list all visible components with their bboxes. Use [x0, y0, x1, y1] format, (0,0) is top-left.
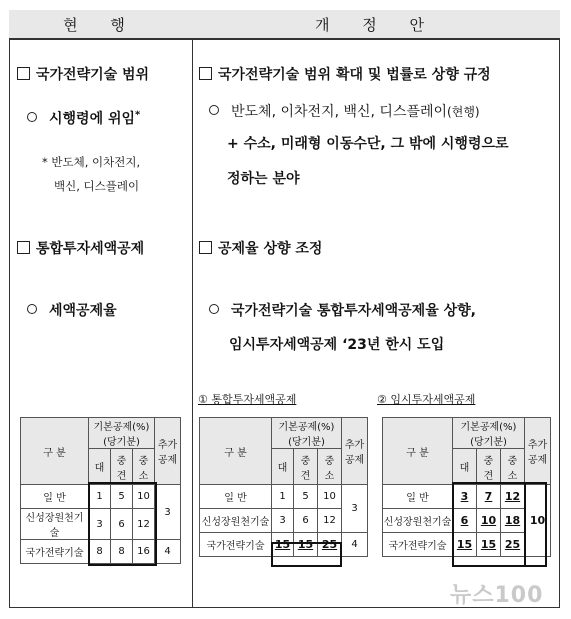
current-values-highlight [88, 482, 157, 566]
cell: 6 [453, 509, 477, 533]
proposed-section-1: 국가전략기술 범위 확대 및 법률로 상향 규정 [199, 64, 491, 84]
current-section-1-item: 시행령에 위임* [27, 108, 140, 128]
proposed-section-2: 공제율 상향 조정 [199, 238, 322, 258]
cell: 3 [89, 509, 111, 540]
header-basic: 기본공제(%) (당기분) [89, 418, 155, 449]
row-label: 일 반 [383, 485, 453, 509]
current-section-2-item: 세액공제율 [27, 300, 117, 320]
row-label: 일 반 [200, 485, 272, 509]
cell: 7 [477, 485, 501, 509]
row-label: 국가전략기술 [21, 540, 89, 564]
cell: 12 [318, 509, 342, 533]
cell: 25 [318, 533, 342, 557]
row-label: 신성장원천기술 [383, 509, 453, 533]
cell: 15 [477, 533, 501, 557]
header-gubun: 구 분 [21, 418, 89, 485]
cell: 18 [501, 509, 525, 533]
cell: 5 [294, 485, 318, 509]
cell: 3 [272, 509, 294, 533]
header-mid: 중 견 [111, 449, 133, 485]
header-extra: 추가 공제 [342, 418, 368, 485]
header-mid: 중 견 [477, 449, 501, 485]
cell: 10 [133, 485, 155, 509]
row-label: 국가전략기술 [200, 533, 272, 557]
cell: 8 [89, 540, 111, 564]
circle-bullet-icon [27, 112, 37, 122]
header-basic: 기본공제(%) (당기분) [272, 418, 342, 449]
cell-extra: 10 [525, 485, 551, 557]
cell: 6 [294, 509, 318, 533]
cell: 15 [272, 533, 294, 557]
proposed-section-1-item: 반도체, 이차전지, 백신, 디스플레이(현행) [209, 101, 480, 121]
temporary-values-highlight [452, 482, 526, 567]
current-section-1: 국가전략기술 범위 [17, 64, 149, 84]
row-label: 신성장원천기술 [21, 509, 89, 540]
row-label: 신성장원천기술 [200, 509, 272, 533]
cell: 15 [294, 533, 318, 557]
cell-extra: 3 [155, 485, 181, 540]
header-gubun: 구 분 [200, 418, 272, 485]
header-large: 대 [272, 449, 294, 485]
circle-bullet-icon [209, 304, 219, 314]
current-note-line-1: * 반도체, 이차전지, [42, 155, 141, 169]
current-section-2: 통합투자세액공제 [17, 238, 144, 258]
checkbox-square-icon [199, 67, 212, 80]
row-label: 국가전략기술 [383, 533, 453, 557]
tax-table-integrated [199, 417, 368, 557]
integrated-strategic-highlight [271, 542, 342, 567]
header-small: 중 소 [133, 449, 155, 485]
header-extra: 추가 공제 [525, 418, 551, 485]
header-proposed: 개 정 안 [193, 10, 560, 40]
cell-extra: 4 [342, 533, 368, 557]
row-label: 일 반 [21, 485, 89, 509]
table-caption-temporary: ② 임시투자세액공제 [377, 393, 476, 406]
cell: 5 [111, 485, 133, 509]
column-divider [192, 10, 193, 608]
cell: 15 [453, 533, 477, 557]
cell-extra: 4 [155, 540, 181, 564]
header-gubun: 구 분 [383, 418, 453, 485]
cell: 12 [133, 509, 155, 540]
cell: 6 [111, 509, 133, 540]
circle-bullet-icon [209, 105, 219, 115]
cell: 1 [89, 485, 111, 509]
proposed-section-1-add-line-1: + 수소, 미래형 이동수단, 그 밖에 시행령으로 [227, 136, 509, 152]
cell: 10 [477, 509, 501, 533]
circle-bullet-icon [27, 304, 37, 314]
cell: 8 [111, 540, 133, 564]
header-current: 현 행 [9, 10, 193, 40]
header-large: 대 [453, 449, 477, 485]
checkbox-square-icon [17, 241, 30, 254]
header-small: 중 소 [501, 449, 525, 485]
checkbox-square-icon [199, 241, 212, 254]
temporary-extra-highlight [524, 482, 547, 567]
current-note-line-2: 백신, 디스플레이 [54, 179, 140, 193]
header-small: 중 소 [318, 449, 342, 485]
cell: 10 [318, 485, 342, 509]
cell: 3 [453, 485, 477, 509]
cell-extra: 3 [342, 485, 368, 533]
table-caption-integrated: ① 통합투자세액공제 [198, 393, 297, 406]
header-extra: 추가 공제 [155, 418, 181, 485]
header-large: 대 [89, 449, 111, 485]
proposed-section-2-item-line-1: 국가전략기술 통합투자세액공제율 상향, [209, 300, 476, 320]
cell: 16 [133, 540, 155, 564]
header-basic: 기본공제(%) (당기분) [453, 418, 525, 449]
proposed-section-1-add-line-2: 정하는 분야 [227, 171, 300, 187]
cell: 1 [272, 485, 294, 509]
proposed-section-2-item-line-2: 임시투자세액공제 ‘23년 한시 도입 [229, 337, 445, 353]
header-mid: 중 견 [294, 449, 318, 485]
watermark-logo: 뉴스100 [450, 583, 544, 608]
cell: 25 [501, 533, 525, 557]
checkbox-square-icon [17, 67, 30, 80]
cell: 12 [501, 485, 525, 509]
